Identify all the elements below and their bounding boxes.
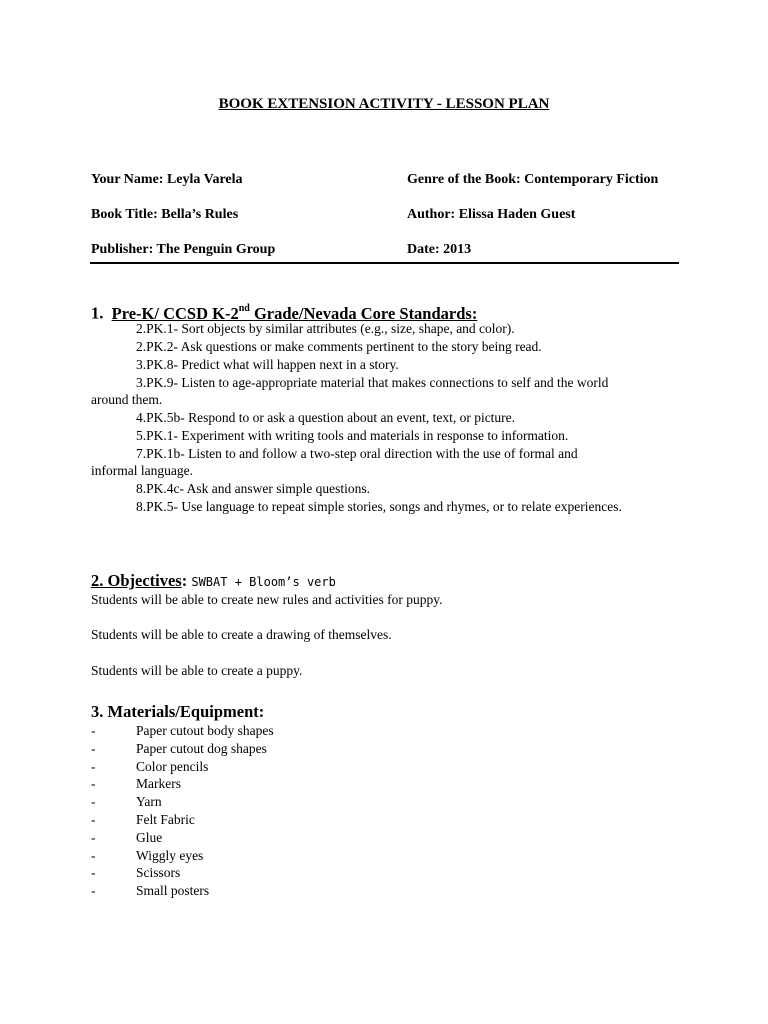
info-date: Date: 2013 <box>407 242 472 257</box>
list-item: Scissors <box>136 865 181 880</box>
list-bullet: - <box>91 848 96 863</box>
document-title: BOOK EXTENSION ACTIVITY - LESSON PLAN <box>218 96 550 112</box>
list-item: Wiggly eyes <box>136 848 204 863</box>
objective-item: Students will be able to create a puppy. <box>91 663 303 678</box>
list-bullet: - <box>91 830 96 845</box>
list-bullet: - <box>91 776 96 791</box>
list-bullet: - <box>91 865 96 880</box>
section-objectives-heading: 2. Objectives: SWBAT + Bloom’s verb <box>91 571 336 590</box>
info-author: Author: Elissa Haden Guest <box>407 207 576 222</box>
divider-line <box>90 262 679 264</box>
list-item: Small posters <box>136 883 210 898</box>
section-materials-heading: 3. Materials/Equipment: <box>91 702 265 721</box>
section-standards-heading: 1. Pre-K/ CCSD K-2nd Grade/Nevada Core Standards: <box>91 303 478 323</box>
objective-item: Students will be able to create new rules and activities for puppy. <box>91 592 443 607</box>
info-name: Your Name: Leyla Varela <box>91 172 243 187</box>
objectives-note: SWBAT + Bloom’s verb <box>191 575 336 589</box>
list-bullet: - <box>91 883 96 898</box>
list-bullet: - <box>91 794 96 809</box>
standard-item: 7.PK.1b- Listen to and follow a two-step oral direction with the use of formal and <box>136 446 578 461</box>
list-item: Paper cutout dog shapes <box>136 741 267 756</box>
standard-item: 3.PK.9- Listen to age-appropriate material that makes connections to self and the world <box>136 375 609 390</box>
standard-item: 2.PK.1- Sort objects by similar attributes (e.g., size, shape, and color). <box>136 321 515 336</box>
list-item: Felt Fabric <box>136 812 195 827</box>
info-book-title: Book Title: Bella’s Rules <box>91 207 239 222</box>
list-item: Paper cutout body shapes <box>136 723 274 738</box>
objective-item: Students will be able to create a drawing of themselves. <box>91 627 392 642</box>
standard-item: 2.PK.2- Ask questions or make comments pertinent to the story being read. <box>136 339 542 354</box>
list-bullet: - <box>91 759 96 774</box>
list-item: Markers <box>136 776 181 791</box>
standard-item: 8.PK.5- Use language to repeat simple stories, songs and rhymes, or to relate experiences. <box>136 499 622 514</box>
standard-item: 4.PK.5b- Respond to or ask a question about an event, text, or picture. <box>136 410 516 425</box>
list-item: Yarn <box>136 794 162 809</box>
list-item: Glue <box>136 830 163 845</box>
standard-item: 8.PK.4c- Ask and answer simple questions. <box>136 481 370 496</box>
standard-item: 3.PK.8- Predict what will happen next in a story. <box>136 357 399 372</box>
info-genre: Genre of the Book: Contemporary Fiction <box>407 172 659 187</box>
standard-item-continued: around them. <box>91 392 163 407</box>
list-item: Color pencils <box>136 759 209 774</box>
info-publisher: Publisher: The Penguin Group <box>91 242 276 257</box>
list-bullet: - <box>91 812 96 827</box>
standard-item: 5.PK.1- Experiment with writing tools and materials in response to information. <box>136 428 569 443</box>
list-bullet: - <box>91 723 96 738</box>
standard-item-continued: informal language. <box>91 463 193 478</box>
list-bullet: - <box>91 741 96 756</box>
